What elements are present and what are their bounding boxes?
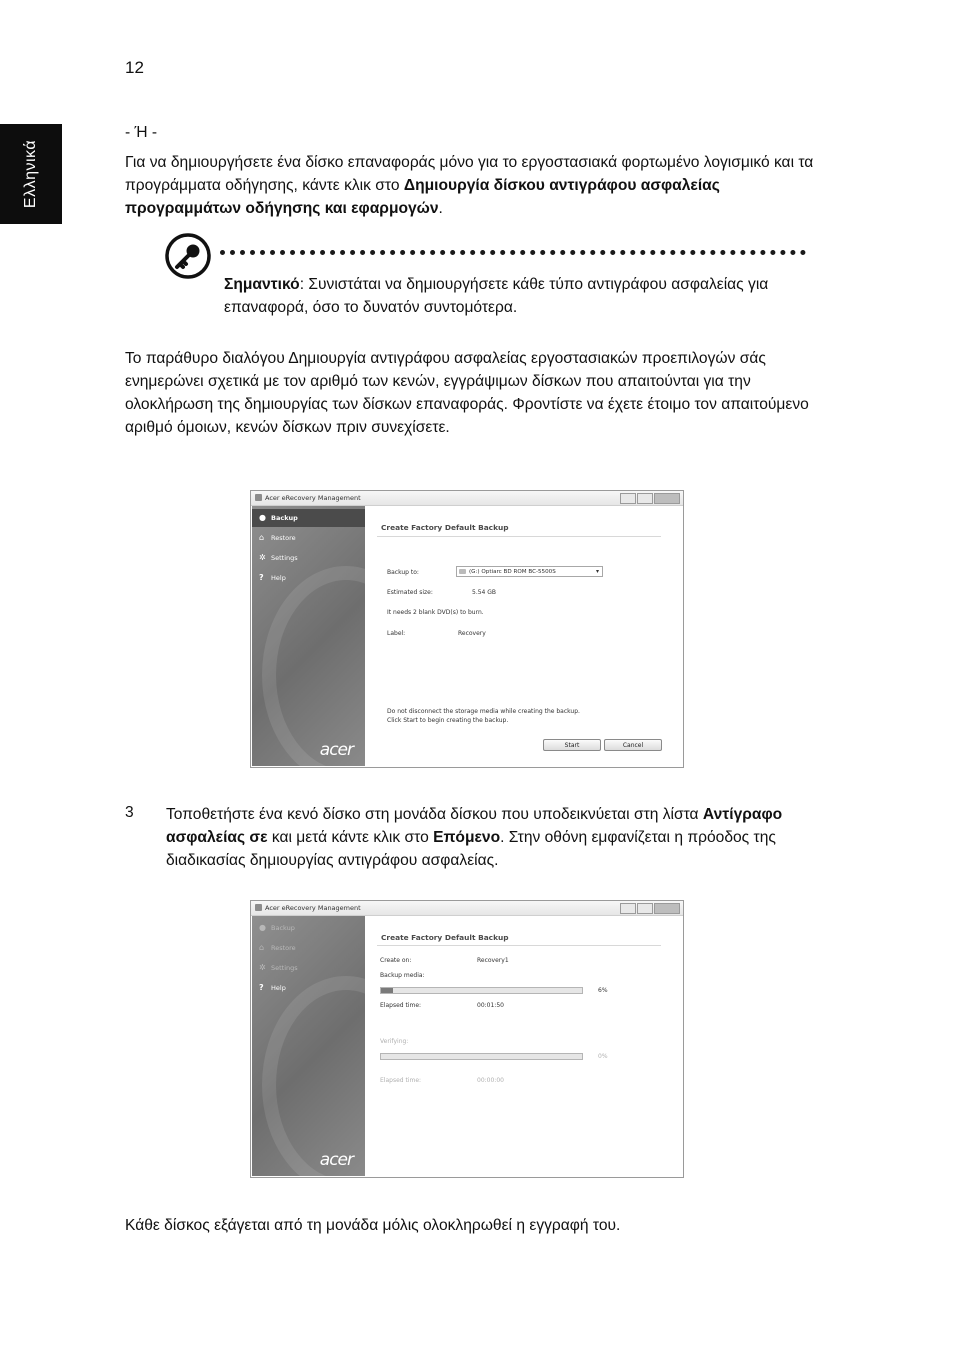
sidebar-item-backup[interactable]: ● Backup	[259, 923, 295, 932]
heading-rule	[377, 945, 661, 946]
elapsed-time-label: Elapsed time:	[380, 1002, 422, 1009]
create-on-value: Recovery1	[477, 957, 509, 964]
backup-progress-bar	[380, 987, 583, 994]
hint-disconnect: Do not disconnect the storage media while creating the backup.	[387, 708, 580, 715]
close-button[interactable]	[654, 903, 680, 914]
content-heading: Create Factory Default Backup	[381, 933, 509, 942]
help-icon: ?	[259, 573, 264, 582]
maximize-button[interactable]	[637, 493, 653, 504]
sidebar-item-settings[interactable]: ✲ Settings	[259, 553, 298, 562]
app-icon	[255, 494, 262, 501]
sidebar-item-backup[interactable]: ● Backup	[252, 509, 365, 527]
note-divider	[220, 250, 806, 255]
elapsed-time-value: 00:01:50	[477, 1002, 504, 1009]
step-number: 3	[125, 804, 134, 821]
window-title: Acer eRecovery Management	[265, 904, 361, 912]
sidebar-item-restore[interactable]: ⌂ Restore	[259, 943, 296, 952]
chevron-down-icon: ▾	[595, 568, 599, 575]
language-side-tab	[0, 124, 62, 224]
screenshot-backup-progress	[250, 900, 684, 1178]
hint-start: Click Start to begin creating the backup.	[387, 717, 509, 724]
sidebar-item-help[interactable]: ? Help	[259, 983, 286, 992]
key-icon	[164, 232, 212, 280]
acer-logo: acer	[319, 1150, 353, 1170]
sidebar	[252, 916, 365, 1176]
verify-progress-percent: 0%	[598, 1053, 608, 1060]
backup-to-select[interactable]: (G:) Optiarc BD ROM BC-5500S ▾	[456, 566, 603, 577]
sidebar-item-help[interactable]: ? Help	[259, 573, 286, 582]
backup-to-label: Backup to:	[387, 569, 419, 576]
sidebar	[252, 506, 365, 766]
minimize-button[interactable]	[620, 903, 636, 914]
maximize-button[interactable]	[637, 903, 653, 914]
acer-logo: acer	[319, 740, 353, 760]
sidebar-swirl-decoration	[262, 566, 430, 768]
page-number: 12	[125, 58, 144, 77]
elapsed-time-2-value: 00:00:00	[477, 1077, 504, 1084]
or-separator: - Ή -	[125, 124, 158, 141]
backup-progress-percent: 6%	[598, 987, 608, 994]
content-heading: Create Factory Default Backup	[381, 523, 509, 532]
restore-icon: ⌂	[259, 533, 265, 542]
help-icon: ?	[259, 983, 264, 992]
restore-icon: ⌂	[259, 943, 265, 952]
minimize-button[interactable]	[620, 493, 636, 504]
drive-icon	[459, 569, 466, 574]
sidebar-item-restore[interactable]: ⌂ Restore	[259, 533, 296, 542]
gear-icon: ✲	[259, 963, 266, 972]
disc-count-message: It needs 2 blank DVD(s) to burn.	[387, 609, 484, 616]
paragraph-dialog-info: Το παράθυρο διαλόγου Δημιουργία αντιγράφου ασφαλείας εργοστασιακών προεπιλογών σάς ενημερώνει σχετικά με τον αριθμό των κενών, εγγράψιμων δίσκων που απαιτούνται για την ολοκλήρωση της δημιουργίας των δίσκων επαναφοράς. Φροντίστε να έχετε έτοιμο τον απαιτούμενο αριθμό όμοιων, κενών δίσκων πριν συνεχίσετε.	[125, 350, 809, 436]
verify-progress-bar	[380, 1053, 583, 1060]
paragraph-factory-disc: Για να δημιουργήσετε ένα δίσκο επαναφοράς μόνο για το εργοστασιακά φορτωμένο λογισμικό και τα προγράμματα οδήγησης, κάντε κλικ στο Δημιουργία δίσκου αντιγράφου ασφαλείας προγραμμάτων οδήγησης και εφαρμογών.	[125, 154, 814, 217]
backup-icon: ●	[259, 923, 266, 932]
window-titlebar	[251, 901, 683, 916]
verifying-label: Verifying:	[380, 1038, 409, 1045]
sidebar-item-settings[interactable]: ✲ Settings	[259, 963, 298, 972]
step-3-text: Τοποθετήστε ένα κενό δίσκο στη μονάδα δίσκου που υποδεικνύεται στη λίστα Αντίγραφο ασφαλείας σε και μετά κάντε κλικ στο Επόμενο. Στην οθόνη εμφανίζεται η πρόοδος της διαδικασίας δημιουργίας αντιγράφου ασφαλείας.	[166, 806, 783, 869]
heading-rule	[377, 536, 661, 537]
backup-media-label: Backup media:	[380, 972, 425, 979]
backup-icon: ●	[259, 513, 266, 522]
window-title: Acer eRecovery Management	[265, 494, 361, 502]
close-button[interactable]	[654, 493, 680, 504]
label-label: Label:	[387, 630, 406, 637]
screenshot-create-backup	[250, 490, 684, 768]
important-note: Σημαντικό: Συνιστάται να δημιουργήσετε κάθε τύπο αντιγράφου ασφαλείας για επαναφορά, όσο το δυνατόν συντομότερα.	[224, 276, 769, 316]
estimated-size-value: 5.54 GB	[472, 589, 497, 596]
start-button[interactable]: Start	[543, 739, 601, 751]
gear-icon: ✲	[259, 553, 266, 562]
estimated-size-label: Estimated size:	[387, 589, 433, 596]
label-value: Recovery	[458, 630, 486, 637]
app-icon	[255, 904, 262, 911]
window-titlebar	[251, 491, 683, 506]
backup-progress-fill	[381, 988, 393, 993]
side-tab-label: Ελληνικά	[22, 139, 39, 209]
create-on-label: Create on:	[380, 957, 412, 964]
elapsed-time-2-label: Elapsed time:	[380, 1077, 422, 1084]
cancel-button[interactable]: Cancel	[604, 739, 662, 751]
closing-sentence: Κάθε δίσκος εξάγεται από τη μονάδα μόλις ολοκληρωθεί η εγγραφή του.	[125, 1217, 621, 1234]
